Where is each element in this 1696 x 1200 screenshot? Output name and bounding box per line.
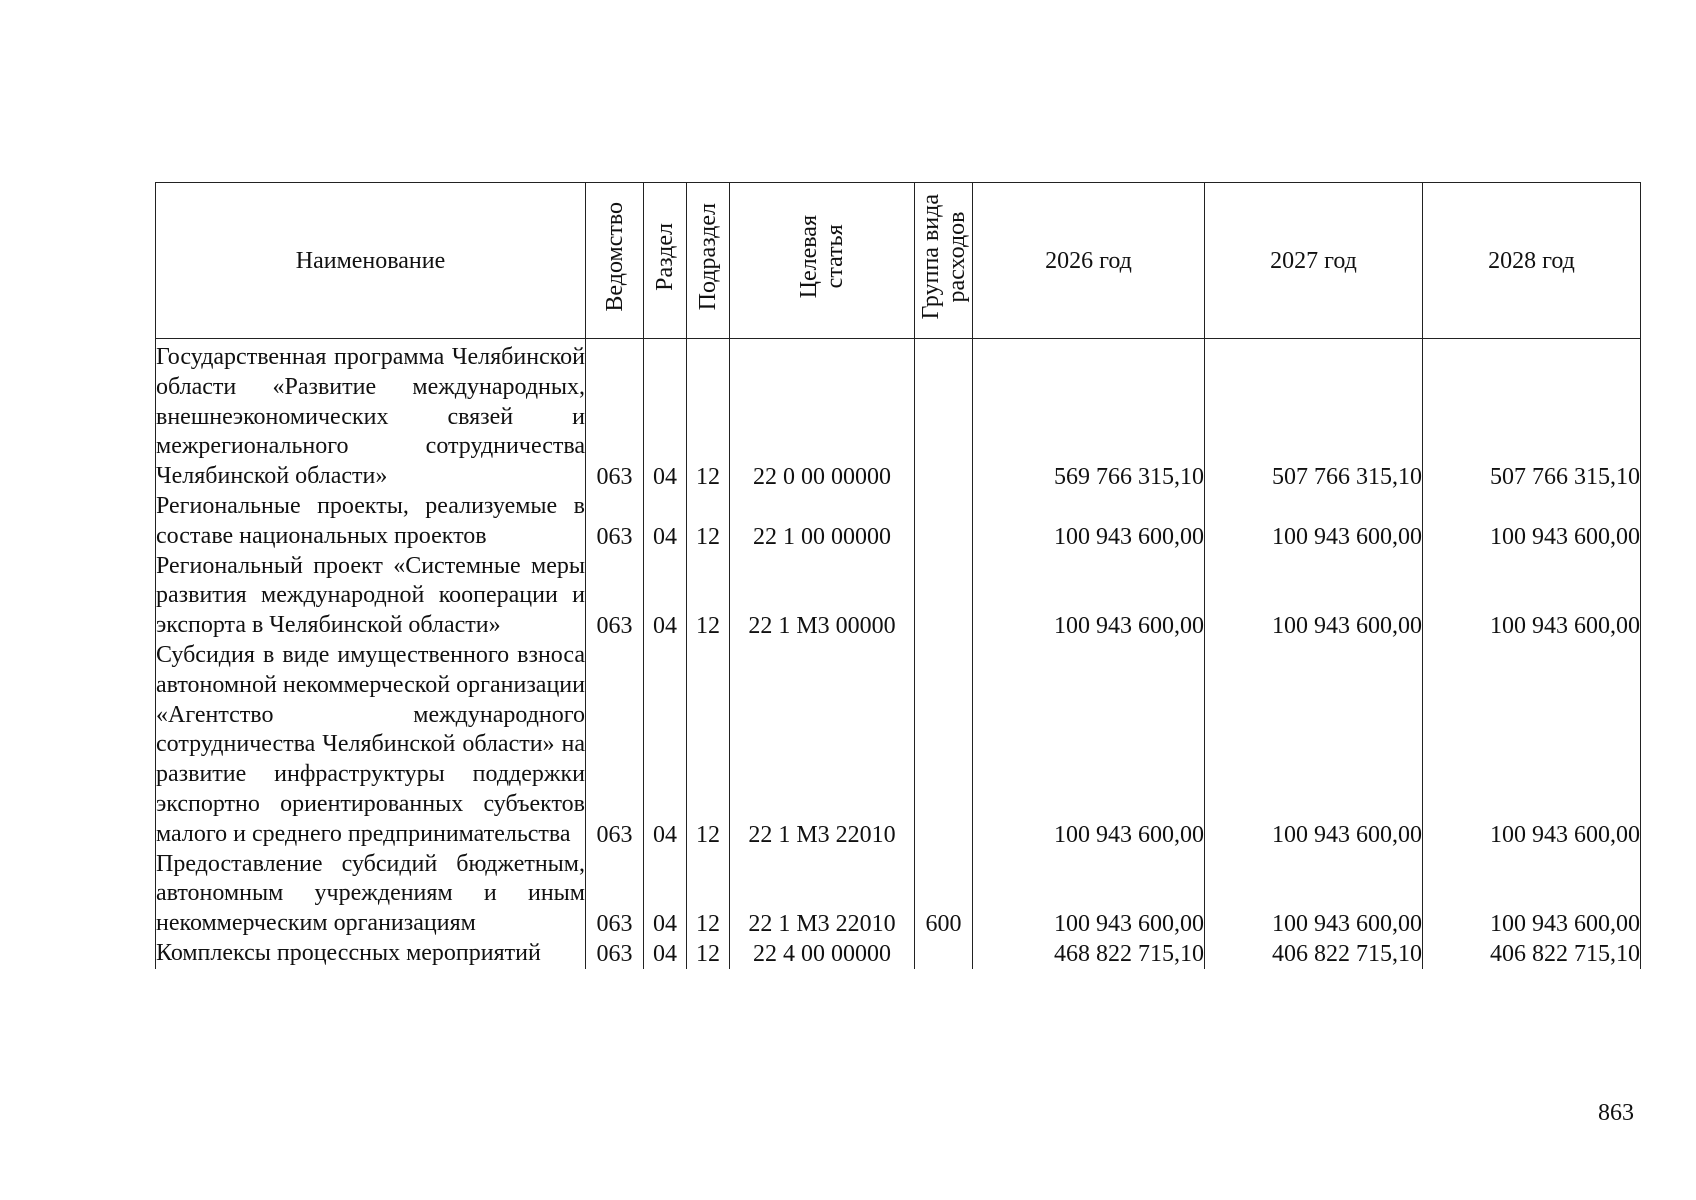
table-row	[156, 492, 1641, 552]
row-amount-2027-cell: 100 943 600,00	[1205, 552, 1423, 641]
row-amount-2028-cell: 507 766 315,10	[1423, 339, 1641, 492]
row-amount-2026-cell: 100 943 600,00	[973, 492, 1205, 552]
table-row	[156, 552, 1641, 641]
row-amount-2027-cell: 100 943 600,00	[1205, 850, 1423, 939]
table-body	[156, 339, 1641, 969]
row-target-article-cell: 22 1 М3 00000	[730, 552, 915, 641]
row-vedomstvo-cell: 063	[586, 339, 644, 492]
row-expense-group-cell	[915, 939, 973, 969]
budget-table	[155, 182, 1641, 969]
row-target-article-cell: 22 1 М3 22010	[730, 850, 915, 939]
row-podrazdel-cell: 12	[687, 492, 730, 552]
row-name-cell: Комплексы процессных мероприятий	[156, 939, 586, 969]
row-amount-2026-cell: 468 822 715,10	[973, 939, 1205, 969]
row-vedomstvo-cell: 063	[586, 492, 644, 552]
header-2027: 2027 год	[1205, 183, 1423, 339]
row-amount-2027-cell: 406 822 715,10	[1205, 939, 1423, 969]
row-vedomstvo-cell: 063	[586, 552, 644, 641]
row-expense-group-cell	[915, 492, 973, 552]
row-amount-2027-cell: 507 766 315,10	[1205, 339, 1423, 492]
row-target-article-cell: 22 4 00 00000	[730, 939, 915, 969]
row-razdel-cell: 04	[644, 641, 687, 850]
row-target-article-cell: 22 0 00 00000	[730, 339, 915, 492]
row-razdel-cell: 04	[644, 492, 687, 552]
row-expense-group-cell	[915, 552, 973, 641]
row-expense-group-cell: 600	[915, 850, 973, 939]
row-name-cell: Региональный проект «Системные меры развития международной кооперации и экспорта в Челябинской области»	[156, 552, 586, 641]
row-vedomstvo-cell: 063	[586, 641, 644, 850]
table-header	[156, 183, 1641, 339]
row-amount-2028-cell: 406 822 715,10	[1423, 939, 1641, 969]
row-podrazdel-cell: 12	[687, 552, 730, 641]
table-row	[156, 850, 1641, 939]
row-amount-2027-cell: 100 943 600,00	[1205, 492, 1423, 552]
header-expense-group: Группа вида расходов	[915, 183, 973, 339]
row-name-cell: Государственная программа Челябинской области «Развитие международных, внешнеэкономических связей и межрегионального сотрудничества Челябинской области»	[156, 339, 586, 492]
row-podrazdel-cell: 12	[687, 641, 730, 850]
header-podrazdel: Подраздел	[687, 183, 730, 339]
row-expense-group-cell	[915, 339, 973, 492]
row-name-cell: Региональные проекты, реализуемые в составе национальных проектов	[156, 492, 586, 552]
row-target-article-cell: 22 1 00 00000	[730, 492, 915, 552]
row-podrazdel-cell: 12	[687, 939, 730, 969]
row-amount-2027-cell: 100 943 600,00	[1205, 641, 1423, 850]
row-vedomstvo-cell: 063	[586, 939, 644, 969]
row-target-article-cell: 22 1 М3 22010	[730, 641, 915, 850]
header-razdel: Раздел	[644, 183, 687, 339]
row-amount-2028-cell: 100 943 600,00	[1423, 492, 1641, 552]
row-amount-2028-cell: 100 943 600,00	[1423, 850, 1641, 939]
row-razdel-cell: 04	[644, 552, 687, 641]
row-podrazdel-cell: 12	[687, 339, 730, 492]
row-amount-2028-cell: 100 943 600,00	[1423, 641, 1641, 850]
row-amount-2026-cell: 100 943 600,00	[973, 552, 1205, 641]
row-razdel-cell: 04	[644, 850, 687, 939]
row-amount-2026-cell: 100 943 600,00	[973, 641, 1205, 850]
header-target-article: Целевая статья	[730, 183, 915, 339]
header-vedomstvo: Ведомство	[586, 183, 644, 339]
row-amount-2028-cell: 100 943 600,00	[1423, 552, 1641, 641]
row-name-cell: Предоставление субсидий бюджетным, автономным учреждениям и иным некоммерческим организациям	[156, 850, 586, 939]
row-expense-group-cell	[915, 641, 973, 850]
table-row	[156, 641, 1641, 850]
row-razdel-cell: 04	[644, 939, 687, 969]
header-name: Наименование	[156, 183, 586, 339]
row-vedomstvo-cell: 063	[586, 850, 644, 939]
row-podrazdel-cell: 12	[687, 850, 730, 939]
row-name-cell: Субсидия в виде имущественного взноса автономной некоммерческой организации «Агентство международного сотрудничества Челябинской области» на развитие инфраструктуры поддержки экспортно ориентированных субъектов малого и среднего предпринимательства	[156, 641, 586, 850]
row-amount-2026-cell: 569 766 315,10	[973, 339, 1205, 492]
page-number: 863	[1598, 1100, 1634, 1126]
table-row	[156, 339, 1641, 492]
header-2028: 2028 год	[1423, 183, 1641, 339]
row-amount-2026-cell: 100 943 600,00	[973, 850, 1205, 939]
header-2026: 2026 год	[973, 183, 1205, 339]
row-razdel-cell: 04	[644, 339, 687, 492]
table-row	[156, 939, 1641, 969]
